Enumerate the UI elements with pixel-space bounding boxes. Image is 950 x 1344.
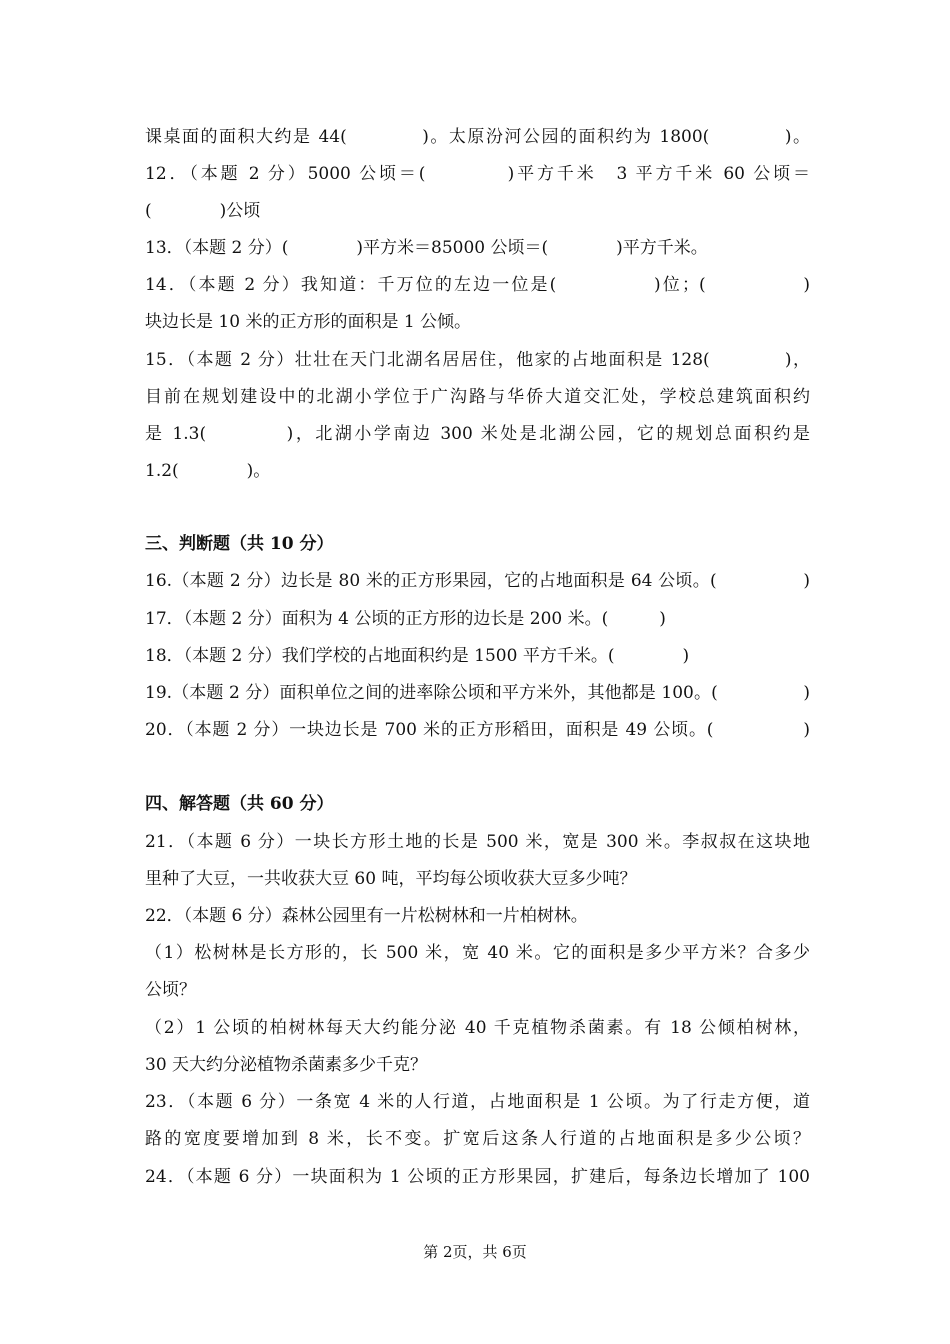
question-19: 19.（本题 2 分）面积单位之间的进率除公顷和平方米外，其他都是 100。( ) — [145, 683, 810, 703]
question-13: 13．（本题 2 分）( )平方米＝85000 公顷＝( )平方千米。 — [145, 238, 708, 258]
question-23: 23．（本题 6 分）一条宽 4 米的人行道，占地面积是 1 公顷。为了行走方便，道 — [145, 1092, 810, 1112]
question-22-part-2: （2）1 公顷的柏树林每天大约能分泌 40 千克植物杀菌素。有 18 公倾柏树林， — [145, 1018, 810, 1038]
question-24: 24．（本题 6 分）一块面积为 1 公顷的正方形果园，扩建后，每条边长增加了 100 — [145, 1167, 810, 1187]
question-15: 15．（本题 2 分）壮壮在天门北湖名居居住，他家的占地面积是 128( )， — [145, 350, 810, 370]
question-18: 18．（本题 2 分）我们学校的占地面积约是 1500 平方千米。( ) — [145, 646, 690, 666]
section-heading-judgement: 三、判断题（共 10 分） — [145, 534, 334, 554]
question-22: 22．（本题 6 分）森林公园里有一片松树林和一片柏树林。 — [145, 906, 588, 926]
page-number-footer: 第 2页，共 6页 — [423, 1243, 527, 1261]
question-14: 14．（本题 2 分）我知道：千万位的左边一位是( )位；( ) — [145, 275, 810, 295]
question-20: 20．（本题 2 分）一块边长是 700 米的正方形稻田，面积是 49 公顷。( ) — [145, 720, 810, 740]
question-15-line-4: 1.2( )。 — [145, 461, 271, 481]
question-12: 12．（本题 2 分）5000 公顷＝( )平方千米 3 平方千米 60 公顷＝ — [145, 164, 810, 184]
question-22-part-1: （1）松树林是长方形的，长 500 米，宽 40 米。它的面积是多少平方米？合多少 — [145, 943, 810, 963]
question-23-cont: 路的宽度要增加到 8 米，长不变。扩宽后这条人行道的占地面积是多少公顷？ — [145, 1129, 810, 1149]
question-17: 17．（本题 2 分）面积为 4 公顷的正方形的边长是 200 米。( ) — [145, 609, 666, 629]
question-15-line-3: 是 1.3( )，北湖小学南边 300 米处是北湖公园，它的规划总面积约是 — [145, 424, 810, 444]
section-heading-answer: 四、解答题（共 60 分） — [145, 794, 334, 814]
question-22-part-2-cont: 30 天大约分泌植物杀菌素多少千克？ — [145, 1055, 428, 1075]
question-16: 16.（本题 2 分）边长是 80 米的正方形果园，它的占地面积是 64 公顷。( ) — [145, 571, 810, 591]
question-12-cont: ( )公顷 — [145, 201, 261, 221]
question-11-cont: 课桌面的面积大约是 44( )。太原汾河公园的面积约为 1800( )。 — [145, 127, 810, 147]
question-14-cont: 块边长是 10 米的正方形的面积是 1 公倾。 — [145, 312, 472, 332]
question-21-cont: 里种了大豆，一共收获大豆 60 吨，平均每公顷收获大豆多少吨？ — [145, 869, 637, 889]
question-15-line-2: 目前在规划建设中的北湖小学位于广沟路与华侨大道交汇处，学校总建筑面积约 — [145, 387, 810, 407]
question-22-part-1-cont: 公顷？ — [145, 980, 196, 1000]
question-21: 21．（本题 6 分）一块长方形土地的长是 500 米，宽是 300 米。李叔叔在这块地 — [145, 832, 810, 852]
